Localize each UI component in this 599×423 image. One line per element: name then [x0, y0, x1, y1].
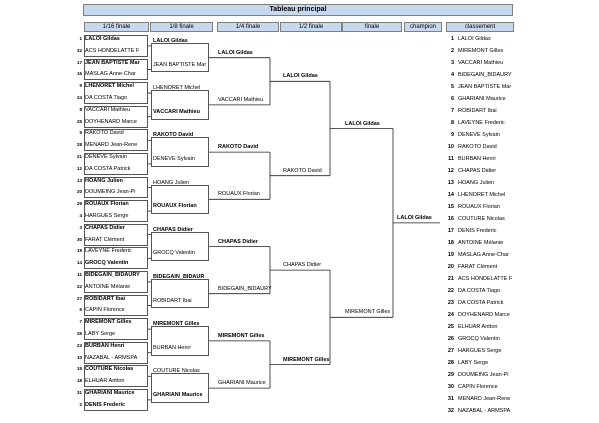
header-1: 1/8 finale	[150, 22, 213, 32]
player-slot-box	[151, 373, 209, 403]
rank-number: 22	[447, 288, 454, 294]
rank-player: ROBIDART Ibai	[458, 108, 497, 114]
player-r8: LALOI Gildas	[153, 37, 188, 44]
player-r16: DA COSTA Tiago	[85, 95, 128, 101]
player-slot-box	[151, 232, 209, 262]
header-2: 1/4 finale	[217, 22, 279, 32]
seed-number: 19	[76, 248, 82, 254]
player-r16: MIREMONT Gilles	[85, 319, 132, 326]
rank-number: 7	[450, 108, 454, 114]
player-r8: DENEVE Sylvain	[153, 155, 195, 162]
player-r16: CAPIN Florence	[85, 307, 125, 314]
seed-number: 17	[76, 59, 82, 65]
header-3: 1/2 finale	[280, 22, 342, 32]
player-r16: ACS HONDELATTE F	[85, 47, 140, 54]
rank-player: JEAN BAPTISTE Mar	[458, 84, 512, 90]
player-r16: ROBIDART Ibai	[85, 295, 126, 302]
rank-number: 6	[450, 96, 454, 102]
player-qf: LALOI Gildas	[218, 49, 253, 56]
rank-player: DENEVE Sylvain	[458, 132, 500, 138]
player-qf: CHAPAS Didier	[218, 238, 258, 245]
rank-number: 12	[447, 168, 454, 174]
player-r16: BURBAN Henri	[85, 342, 125, 349]
player-r16: ROUAUX Florian	[85, 201, 129, 208]
player-slot-box	[84, 295, 148, 317]
player-slot-box	[84, 365, 148, 387]
rank-player: DA COSTA Tiago	[458, 288, 501, 294]
rank-number: 8	[450, 120, 454, 126]
rank-number: 2	[450, 48, 454, 54]
player-r16: ANTOINE Mélanie	[85, 283, 131, 290]
rank-number: 16	[447, 216, 454, 222]
player-qf: BIDEGAIN_BIDAURY	[218, 285, 272, 292]
rank-number: 1	[450, 36, 454, 42]
player-r16: LABY Serge	[85, 331, 116, 337]
player-r16: DA COSTA Patrick	[85, 165, 131, 172]
player-slot-box	[151, 137, 209, 167]
player-slot-box	[151, 326, 209, 356]
player-r8: VACCARI Mathieu	[153, 108, 200, 115]
player-r16: LALOI Gildas	[85, 36, 120, 42]
rank-player: ELHUAR Antton	[458, 324, 498, 330]
seed-number: 1	[79, 36, 82, 41]
player-qf: ROUAUX Florian	[218, 191, 260, 198]
rank-number: 32	[447, 408, 454, 414]
rank-player: LABY Serge	[458, 360, 489, 366]
champion-name: LALOI Gildas	[397, 214, 432, 221]
player-slot-box	[151, 185, 209, 215]
player-r8: CHAPAS Didier	[153, 226, 193, 233]
rank-player: DOUMEING Jean-Pi	[458, 372, 509, 378]
rank-number: 30	[447, 384, 454, 390]
player-r16: HARGUES Serge	[85, 213, 129, 219]
rank-player: ACS HONDELATTE F	[458, 276, 513, 282]
rank-player: HARGUES Serge	[458, 348, 502, 354]
rank-player: NAZABAL - ARMSPA	[458, 408, 511, 414]
seed-number: 8	[79, 106, 82, 112]
rank-player: BIDEGAIN_BIDAURY	[458, 72, 512, 78]
seed-number: 13	[76, 177, 82, 183]
player-r8: LHENORET Michel	[153, 85, 201, 92]
player-sf: MIREMONT Gilles	[283, 356, 330, 363]
header-0: 1/16 finale	[84, 22, 149, 32]
player-slot-box	[151, 43, 209, 73]
player-r16: MENARD Jean-Rene	[85, 142, 138, 149]
player-sf: RAKOTO David	[283, 167, 322, 174]
player-slot-box	[84, 224, 148, 246]
rank-number: 15	[447, 204, 454, 210]
player-r16: DENEVE Sylvain	[85, 154, 127, 160]
player-slot-box	[84, 106, 148, 128]
rank-player: GROCQ Valentin	[458, 336, 500, 342]
player-r16: DOYHENARD Marce	[85, 118, 137, 125]
player-r16: RAKOTO David	[85, 130, 124, 137]
seed-number: 2	[79, 401, 82, 407]
seed-number: 12	[76, 165, 82, 171]
player-slot-box	[84, 389, 148, 411]
player-r8: MIREMONT Gilles	[153, 321, 200, 328]
player-sf: LALOI Gildas	[283, 73, 318, 80]
player-r16: ELHUAR Antton	[85, 378, 125, 385]
rank-number: 26	[447, 336, 454, 342]
rank-player: CHAPAS Didier	[458, 168, 497, 174]
player-slot-box	[84, 82, 148, 104]
player-r16: CHAPAS Didier	[85, 224, 125, 231]
player-sf: CHAPAS Didier	[283, 262, 322, 269]
player-r16: JEAN BAPTISTE Mar	[85, 59, 140, 66]
player-r16: GHARIANI Maurice	[85, 390, 135, 396]
player-r16: LHENORET Michel	[85, 83, 134, 90]
seed-number: 23	[76, 342, 82, 348]
rank-number: 20	[447, 264, 454, 270]
seed-number: 31	[76, 390, 82, 395]
player-slot-box	[84, 247, 148, 269]
rank-number: 28	[447, 360, 454, 366]
player-r16: DENIS Frederic	[85, 401, 126, 408]
player-qf: VACCARI Mathieu	[218, 96, 264, 103]
seed-number: 21	[76, 154, 82, 159]
seed-number: 25	[76, 118, 82, 124]
player-r8: BIDEGAIN_BIDAUR	[153, 273, 205, 280]
seed-number: 10	[76, 354, 82, 360]
player-qf: GHARIANI Maurice	[218, 380, 266, 387]
seed-number: 29	[76, 201, 82, 207]
rank-player: LAVEYNE Frederic	[458, 120, 505, 126]
player-r16: BIDEGAIN_BIDAURY	[85, 272, 140, 278]
seed-number: 3	[79, 224, 82, 230]
seed-number: 14	[76, 260, 82, 266]
player-slot-box	[84, 342, 148, 364]
rank-number: 3	[450, 60, 454, 66]
rank-number: 27	[447, 348, 454, 354]
seed-number: 7	[79, 319, 82, 325]
table-title: Tableau principal	[83, 4, 513, 16]
player-r8: GROCQ Valentin	[153, 250, 195, 257]
player-qf: RAKOTO David	[218, 144, 259, 151]
player-slot-box	[151, 279, 209, 309]
player-slot-box	[84, 35, 148, 57]
player-r16: LAVEYNE Frederic	[85, 248, 132, 255]
seed-number: 16	[76, 71, 82, 77]
rank-number: 29	[447, 372, 454, 378]
player-r16: MASLAG Anne-Char	[85, 71, 136, 78]
seed-number: 5	[79, 130, 82, 136]
rank-number: 10	[447, 144, 454, 150]
rank-player: LALOI Gildas	[458, 36, 491, 42]
player-r16: FARAT Clément	[85, 236, 125, 243]
rank-number: 14	[447, 192, 454, 198]
rank-player: VACCARI Mathieu	[458, 60, 504, 66]
rank-player: COUTURE Nicolas	[458, 216, 505, 222]
seed-number: 32	[76, 47, 82, 53]
rank-number: 24	[447, 312, 454, 318]
rank-player: MASLAG Anne-Char	[458, 252, 509, 258]
seed-number: 11	[77, 272, 82, 277]
rank-player: MIREMONT Gilles	[458, 48, 504, 54]
player-r16: NAZABAL - ARMSPA	[85, 354, 138, 361]
rank-number: 25	[447, 324, 454, 330]
player-r8: ROBIDART Ibai	[153, 297, 192, 304]
seed-number: 18	[76, 378, 82, 384]
seed-number: 9	[79, 83, 82, 89]
rank-player: HOANG Julien	[458, 180, 495, 186]
rank-player: FARAT Clément	[458, 264, 498, 270]
rank-number: 31	[447, 396, 454, 402]
player-qf: MIREMONT Gilles	[218, 332, 265, 339]
player-slot-box	[84, 271, 148, 293]
seed-number: 15	[76, 366, 82, 372]
rank-number: 21	[447, 276, 454, 282]
player-r16: GROCQ Valentin	[85, 260, 129, 267]
player-slot-box	[84, 59, 148, 81]
player-r16: DOUMEING Jean-Pi	[85, 189, 136, 196]
seed-number: 28	[76, 142, 82, 148]
rank-player: DENIS Frederic	[458, 228, 497, 234]
rank-player: BURBAN Henri	[458, 156, 496, 162]
player-r8: JEAN BAPTISTE Mar	[153, 61, 207, 68]
header-6: classement	[446, 22, 514, 32]
player-r8: HOANG Julien	[153, 179, 190, 186]
header-4: finale	[342, 22, 402, 32]
player-final: MIREMONT Gilles	[345, 309, 391, 316]
rank-number: 19	[447, 252, 454, 258]
rank-player: ANTOINE Mélanie	[458, 240, 504, 246]
rank-number: 9	[450, 132, 454, 138]
player-slot-box	[84, 129, 148, 151]
rank-player: LHENORET Michel	[458, 192, 506, 198]
rank-player: DOYHENARD Marce	[458, 312, 510, 318]
player-r8: COUTURE Nicolas	[153, 368, 200, 375]
rank-player: RAKOTO David	[458, 144, 497, 150]
player-slot-box	[84, 200, 148, 222]
seed-number: 26	[76, 331, 82, 336]
rank-number: 17	[447, 228, 454, 234]
player-slot-box	[151, 90, 209, 120]
rank-number: 5	[450, 84, 454, 90]
player-r16: COUTURE Nicolas	[85, 366, 134, 373]
rank-number: 11	[448, 156, 454, 162]
seed-number: 4	[79, 213, 82, 218]
rank-player: GHARIANI Maurice	[458, 96, 506, 102]
seed-number: 22	[76, 283, 82, 289]
rank-number: 23	[447, 300, 454, 306]
seed-number: 30	[76, 236, 82, 242]
rank-player: CAPIN Florence	[458, 384, 498, 390]
rank-number: 13	[447, 180, 454, 186]
player-r8: RAKOTO David	[153, 132, 194, 139]
player-r16: HOANG Julien	[85, 177, 123, 184]
seed-number: 20	[76, 189, 82, 195]
seed-number: 6	[79, 307, 82, 313]
player-r8: BURBAN Henri	[153, 344, 191, 351]
rank-number: 4	[450, 72, 454, 78]
player-r16: VACCARI Mathieu	[85, 106, 131, 113]
player-slot-box	[84, 153, 148, 175]
player-slot-box	[84, 318, 148, 340]
rank-player: MENARD Jean-Rene	[458, 396, 511, 402]
player-slot-box	[84, 177, 148, 199]
player-r8: GHARIANI Maurice	[153, 391, 203, 398]
rank-number: 18	[447, 240, 454, 246]
seed-number: 24	[76, 95, 82, 100]
player-final: LALOI Gildas	[345, 120, 380, 127]
seed-number: 27	[76, 295, 82, 301]
rank-player: ROUAUX Florian	[458, 204, 500, 210]
header-5: champion	[404, 22, 442, 32]
rank-player: DA COSTA Patrick	[458, 300, 504, 306]
player-r8: ROUAUX Florian	[153, 203, 197, 210]
